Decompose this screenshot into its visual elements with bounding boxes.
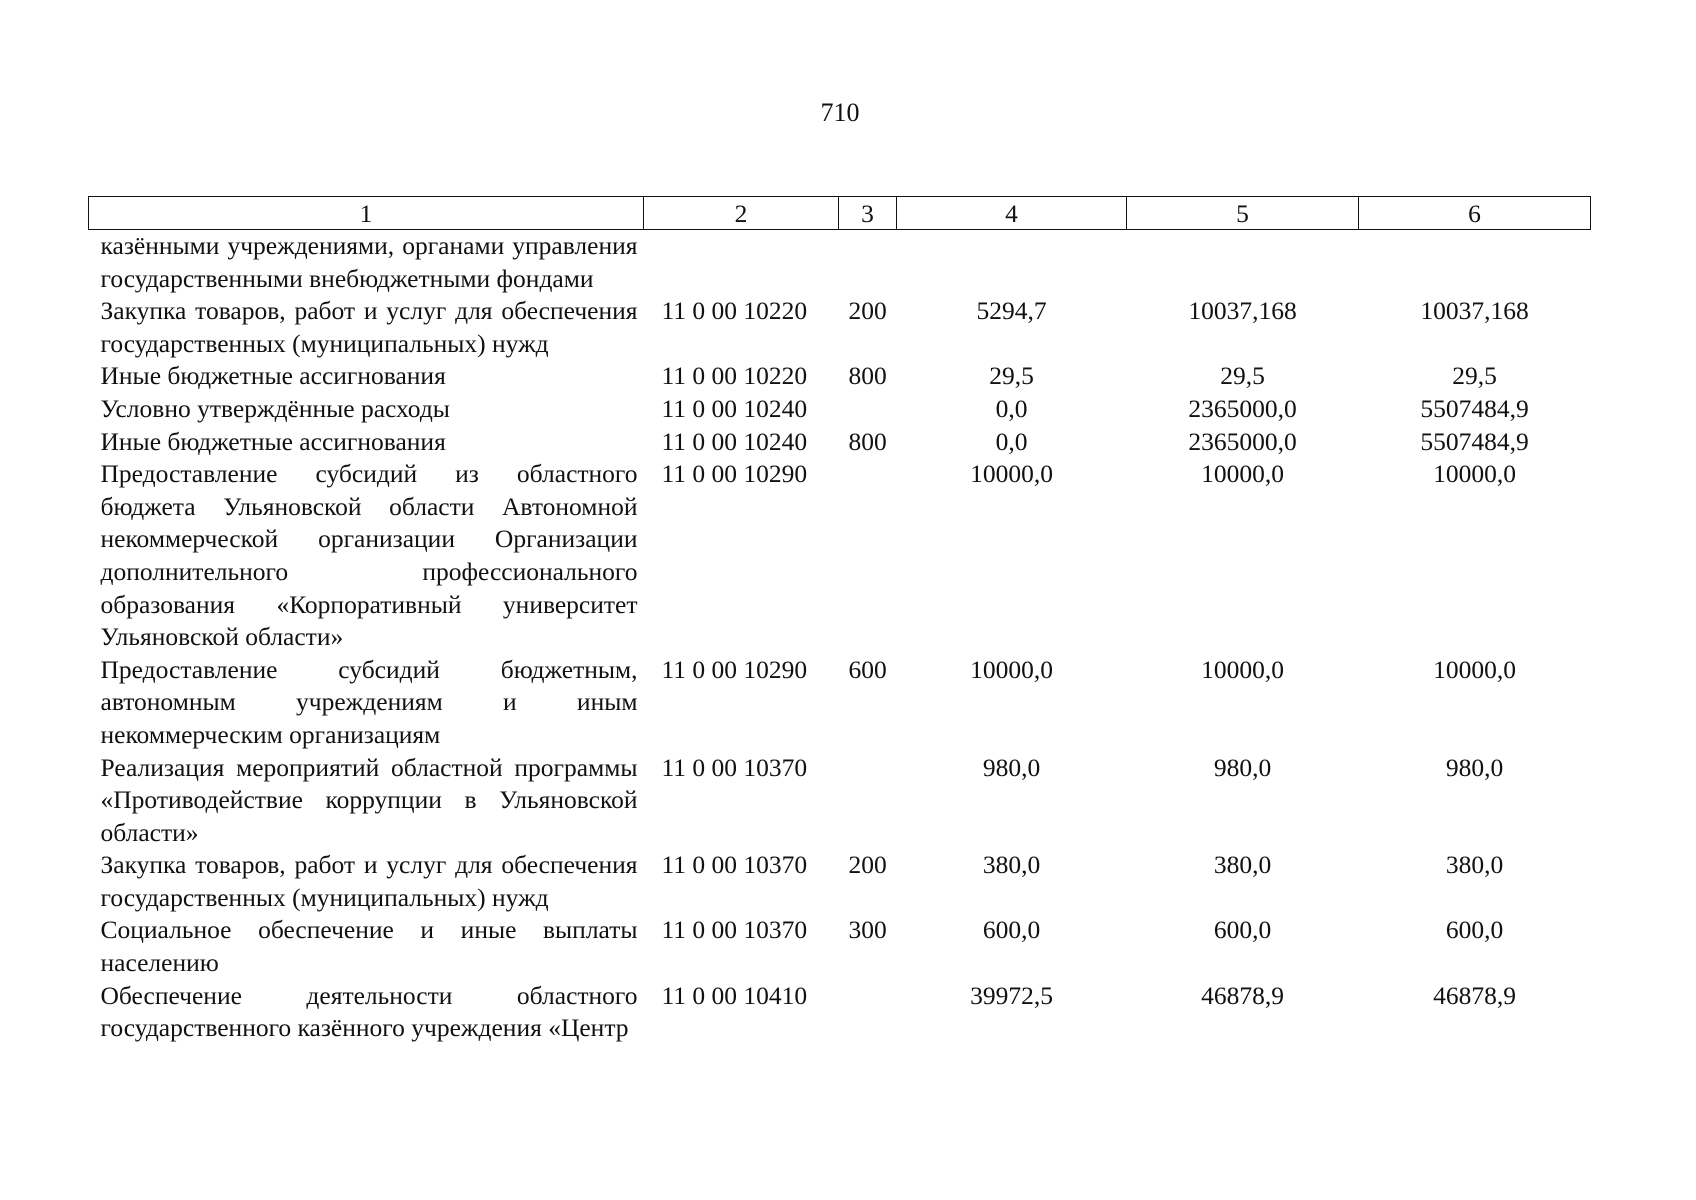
row-name: Иные бюджетные ассигнования	[100, 361, 446, 391]
row-value-col5: 980,0	[1213, 752, 1272, 782]
table-row	[89, 849, 1591, 914]
row-value-col4	[897, 230, 1127, 296]
row-value-col6: 29,5	[1452, 361, 1497, 391]
header-col-6: 6	[1359, 197, 1591, 230]
row-value-col5: 380,0	[1213, 850, 1272, 880]
table-row	[89, 654, 1591, 752]
budget-table	[88, 196, 1591, 1045]
row-vr: 200	[848, 850, 887, 880]
row-value-col6: 5507484,9	[1420, 426, 1529, 456]
header-row	[89, 197, 1591, 230]
budget-table-container	[88, 196, 1590, 1045]
row-code: 11 0 00 10240	[661, 393, 808, 423]
row-name: Иные бюджетные ассигнования	[100, 426, 446, 456]
table-row	[89, 458, 1591, 654]
row-code: 11 0 00 10370	[661, 915, 808, 945]
row-name: Предоставление субсидий бюджетным, автономным учреждениям и иным некоммерческим организациям	[100, 654, 638, 749]
row-value-col4: 980,0	[982, 752, 1041, 782]
table-row	[89, 295, 1591, 360]
row-value-col5	[1127, 230, 1359, 296]
row-name: казёнными учреждениями, органами управления государственными внебюджетными фондами	[100, 231, 638, 293]
row-vr: 800	[848, 426, 887, 456]
row-value-col4: 380,0	[982, 850, 1041, 880]
row-value-col6: 980,0	[1445, 752, 1504, 782]
row-value-col4: 600,0	[982, 915, 1041, 945]
row-value-col6: 10000,0	[1433, 459, 1516, 489]
row-value-col6: 5507484,9	[1420, 393, 1529, 423]
row-value-col5: 600,0	[1213, 915, 1272, 945]
row-code: 11 0 00 10220	[661, 296, 808, 326]
row-value-col6	[1359, 230, 1591, 296]
row-value-col5: 29,5	[1220, 361, 1265, 391]
row-name: Обеспечение деятельности областного государственного казённого учреждения «Центр	[100, 980, 638, 1043]
row-vr	[839, 393, 897, 426]
header-col-1: 1	[89, 197, 644, 230]
row-value-col5: 46878,9	[1201, 980, 1284, 1010]
row-value-col4: 0,0	[995, 426, 1028, 456]
row-value-col4: 29,5	[989, 361, 1034, 391]
row-code: 11 0 00 10240	[661, 426, 808, 456]
row-name: Социальное обеспечение и иные выплаты населению	[100, 915, 638, 978]
row-vr: 300	[848, 915, 887, 945]
row-code: 11 0 00 10290	[661, 459, 808, 489]
row-value-col5: 2365000,0	[1188, 393, 1297, 423]
row-vr	[839, 980, 897, 1045]
row-value-col4: 5294,7	[976, 296, 1047, 326]
row-value-col5: 10000,0	[1201, 654, 1284, 684]
table-row	[89, 980, 1591, 1045]
row-name: Предоставление субсидий из областного бюджета Ульяновской области Автономной некоммерческой организации Организации дополнительного профессионального образования «Корпоративный университет Ульяновской области»	[100, 459, 638, 652]
table-row	[89, 393, 1591, 426]
row-value-col5: 10037,168	[1188, 296, 1297, 326]
row-code: 11 0 00 10220	[661, 361, 808, 391]
row-value-col6: 600,0	[1445, 915, 1504, 945]
row-vr	[839, 752, 897, 850]
row-value-col4: 10000,0	[970, 459, 1053, 489]
row-vr	[839, 230, 897, 296]
row-value-col5: 2365000,0	[1188, 426, 1297, 456]
row-code: 11 0 00 10370	[661, 850, 808, 880]
page-number: 710	[820, 98, 860, 127]
row-value-col6: 46878,9	[1433, 980, 1516, 1010]
row-name: Закупка товаров, работ и услуг для обеспечения государственных (муниципальных) нужд	[100, 296, 638, 358]
row-code: 11 0 00 10370	[661, 752, 808, 782]
table-row	[89, 360, 1591, 393]
row-name: Закупка товаров, работ и услуг для обеспечения государственных (муниципальных) нужд	[100, 850, 638, 912]
row-name: Условно утверждённые расходы	[100, 393, 450, 423]
row-code: 11 0 00 10410	[661, 980, 808, 1010]
table-row	[89, 230, 1591, 296]
row-value-col6: 10000,0	[1433, 654, 1516, 684]
row-vr: 600	[848, 654, 887, 684]
header-col-4: 4	[897, 197, 1127, 230]
header-col-3: 3	[839, 197, 897, 230]
row-name: Реализация мероприятий областной программы «Противодействие коррупции в Ульяновской области»	[100, 752, 638, 847]
header-col-5: 5	[1127, 197, 1359, 230]
row-vr: 800	[848, 361, 887, 391]
table-header	[89, 197, 1591, 230]
row-value-col4: 10000,0	[970, 654, 1053, 684]
row-value-col4: 0,0	[995, 393, 1028, 423]
row-code	[644, 230, 839, 296]
row-vr	[839, 458, 897, 654]
table-body	[89, 230, 1591, 1045]
row-code: 11 0 00 10290	[661, 654, 808, 684]
row-value-col6: 380,0	[1445, 850, 1504, 880]
table-row	[89, 426, 1591, 459]
table-row	[89, 752, 1591, 850]
table-row	[89, 914, 1591, 979]
row-value-col4: 39972,5	[970, 980, 1053, 1010]
row-value-col6: 10037,168	[1420, 296, 1529, 326]
header-col-2: 2	[644, 197, 839, 230]
row-value-col5: 10000,0	[1201, 459, 1284, 489]
row-vr: 200	[848, 296, 887, 326]
